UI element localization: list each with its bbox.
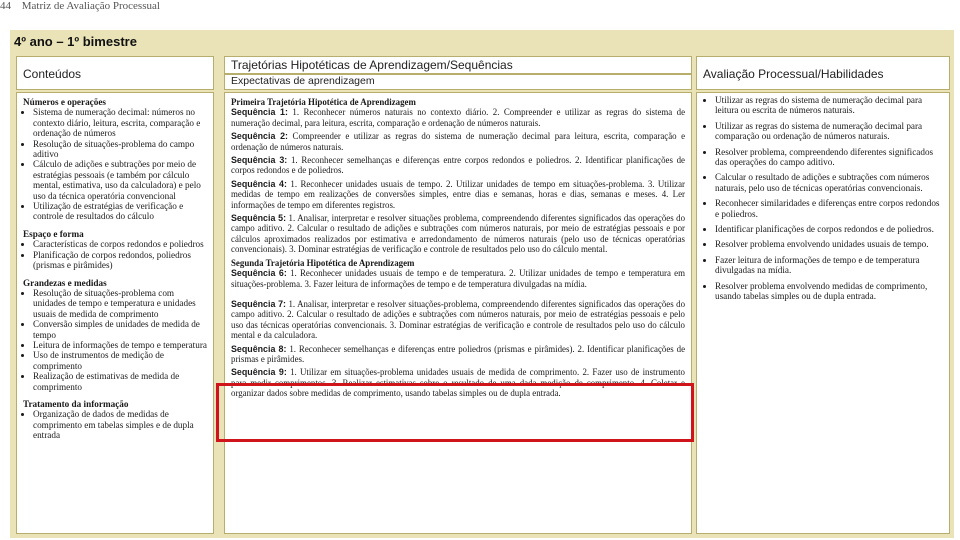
avaliacao-list [697, 93, 949, 309]
sequence-text: 1. Analisar, interpretar e resolver situações-problema, compreendendo diferentes significados das operações do campo aditivo. 2. Calcular o resultado de adições e subtrações com números naturais, por meio de estratégias pessoais e pelo uso das técnicas operatórias convencionais. 3. Dominar estratégias de verificação e controle de resultados pelo uso do cálculo mental e da calculadora. [231, 298, 686, 341]
avaliacao-item: • Resolver problema, compreendendo diferentes significados das operações do campo aditivo. [715, 147, 941, 168]
sequence-label: Sequência 3: [231, 155, 288, 166]
conteudos-list [17, 93, 213, 443]
avaliacao-item: • Resolver problema envolvendo unidades usuais de tempo. [715, 239, 941, 249]
sequence-label: Sequência 4: [231, 178, 287, 189]
col-header-trajetorias-label: Trajetórias Hipotéticas de Aprendizagem/Sequências [231, 58, 513, 72]
sequence-1 [231, 107, 685, 128]
avaliacao-item: • Resolver problema envolvendo medidas de comprimento, usando tabelas simples ou de dupla entrada. [715, 281, 941, 302]
sequence-label: Sequência 7: [231, 298, 286, 309]
conteudos-item: • Conversão simples de unidades de medida de tempo [33, 319, 207, 340]
page-number: 44 [0, 0, 11, 12]
col-header-trajetorias [224, 56, 692, 74]
page-header [0, 0, 168, 14]
avaliacao-item: • Identificar planificações de corpos redondos e de poliedros. [715, 224, 941, 234]
avaliacao-list-items [705, 95, 941, 302]
sequence-label: Sequência 6: [231, 268, 287, 279]
sequence-text: 1. Reconhecer semelhanças e diferenças entre poliedros (prismas e pirâmides). 2. Identificar planificações de prismas e pirâmides. [231, 343, 686, 364]
conteudos-section-list [23, 288, 207, 392]
conteudos-item: • Organização de dados de medidas de comprimento em tabelas simples e de dupla entrada [33, 409, 207, 440]
avaliacao-item: • Fazer leitura de informações de tempo e de temperatura divulgadas na mídia. [715, 255, 941, 276]
avaliacao-item: • Utilizar as regras do sistema de numeração decimal para leitura ou escrita de números naturais. [715, 95, 941, 116]
sequence-text: 1. Reconhecer números naturais no contexto diário. 2. Compreender e utilizar as regras do sistema de numeração decimal, para leitura, escrita, comparação e ordenação de números naturais. [231, 107, 686, 128]
conteudos-section-heading: Grandezas e medidas [23, 277, 107, 288]
grade-title: 4º ano – 1º bimestre [14, 34, 137, 49]
sequence-text: Compreender e utilizar as regras do sistema de numeração decimal para leitura, escrita, comparação e ordenação de números naturais. [231, 131, 686, 152]
avaliacao-item: • Reconhecer similaridades e diferenças entre corpos redondos e poliedros. [715, 198, 941, 219]
conteudos-section-list [23, 409, 207, 440]
sequence-text: 1. Analisar, interpretar e resolver situações problema, compreendendo diferentes significados das operações do campo aditivo. 2. Calcular o resultado de adições e subtrações com números naturais, por meio de estratégias pessoais e por cálculos aproximados realizados por estimativa e arredondamento de números naturais (pelo uso de técnicas operatórias convencionais). 3. Dominar estratégias de verificação e controle de resultados pelo uso do cálculo mental. [231, 213, 686, 255]
col-header-avaliacao [696, 56, 950, 90]
sequence-text: 1. Reconhecer unidades usuais de tempo. 2. Utilizar unidades de tempo em situações-problema. 3. Utilizar medidas de tempo em realizações de conversões simples, entre dias e semanas, horas e dias, semanas e meses. 4. Ler informações de tempo em diferentes registros. [231, 178, 686, 210]
sequence-label: Sequência 9: [231, 367, 287, 378]
sequence-5 [231, 213, 685, 255]
sequence-text: 1. Reconhecer semelhanças e diferenças entre corpos redondos e poliedros. 2. Identificar planificações de corpos redondos e de poliedros. [231, 155, 685, 176]
col-subheader-expectativas [224, 74, 692, 90]
conteudos-section-heading: Números e operações [23, 97, 107, 107]
conteudos-item: • Leitura de informações de tempo e temperatura [33, 340, 207, 350]
conteudos-item: • Sistema de numeração decimal: números no contexto diário, leitura, escrita, comparação e ordenação de números [33, 107, 207, 138]
sequence-text: 1. Reconhecer unidades usuais de tempo e de temperatura. 2. Utilizar unidades de tempo e temperatura em situações-problema. 3. Fazer leitura de informações de tempo e de temperatura divulgadas na mídia. [231, 268, 686, 289]
sequence-label: Sequência 8: [231, 343, 287, 354]
sequence-4 [231, 179, 685, 210]
avaliacao-column [696, 92, 950, 534]
col-header-conteudos-label: Conteúdos [23, 67, 82, 81]
conteudos-column [16, 92, 214, 534]
sequence-2 [231, 131, 685, 152]
second-trajectory-title: Segunda Trajetória Hipotética de Aprendizagem [231, 257, 415, 268]
col-header-avaliacao-label: Avaliação Processual/Habilidades [703, 67, 884, 81]
conteudos-item: • Utilização de estratégias de verificação e controle de resultados do cálculo [33, 201, 207, 222]
sequence-label: Sequência 5: [231, 213, 287, 224]
sequence-3 [231, 155, 685, 176]
sequence-6 [231, 268, 685, 289]
conteudos-item: • Resolução de situações-problema do campo aditivo [33, 139, 207, 160]
trajetorias-column [224, 92, 692, 534]
conteudos-item: • Características de corpos redondos e poliedros [33, 239, 207, 249]
conteudos-item: • Realização de estimativas de medida de comprimento [33, 371, 207, 392]
conteudos-section-heading: Espaço e forma [23, 228, 84, 239]
conteudos-section-list [23, 239, 207, 270]
col-subheader-expectativas-label: Expectativas de aprendizagem [231, 75, 375, 87]
sequence-8 [231, 344, 685, 365]
first-trajectory-title: Primeira Trajetória Hipotética de Aprendizagem [231, 97, 416, 107]
conteudos-item: • Uso de instrumentos de medição de comprimento [33, 350, 207, 371]
conteudos-item: • Planificação de corpos redondos, poliedros (prismas e pirâmides) [33, 250, 207, 271]
trajetorias-list [225, 93, 691, 404]
avaliacao-item: • Calcular o resultado de adições e subtrações com números naturais, pelo uso de técnicas operatórias convencionais. [715, 172, 941, 193]
conteudos-section-heading: Tratamento da informação [23, 398, 129, 409]
sequence-7 [231, 299, 685, 341]
page-title: Matriz de Avaliação Processual [21, 0, 160, 12]
conteudos-section-list [23, 107, 207, 221]
sequence-text: 1. Utilizar em situações-problema unidades usuais de medida de comprimento. 2. Fazer uso de instrumento para medir comprimentos. 3. Realizar estimativas sobre o resultado de uma dada medição de comprimento. 4. Coletar e organizar dados sobre medidas de comprimento, usando tabelas simples ou de dupla entrada. [231, 367, 685, 399]
avaliacao-item: • Utilizar as regras do sistema de numeração decimal para comparação ou ordenação de números naturais. [715, 121, 941, 142]
col-header-conteudos [16, 56, 214, 90]
conteudos-item: • Cálculo de adições e subtrações por meio de estratégias pessoais (e também por cálculo mental, estimativa, uso da calculadora) e pelo uso da técnica operatória convencional [33, 159, 207, 201]
sequence-label: Sequência 1: [231, 107, 288, 118]
conteudos-item: • Resolução de situações-problema com unidades de tempo e temperatura e unidades usuais de medida de comprimento [33, 288, 207, 319]
sequence-label: Sequência 2: [231, 131, 289, 142]
sequence-7-highlight [216, 383, 694, 442]
